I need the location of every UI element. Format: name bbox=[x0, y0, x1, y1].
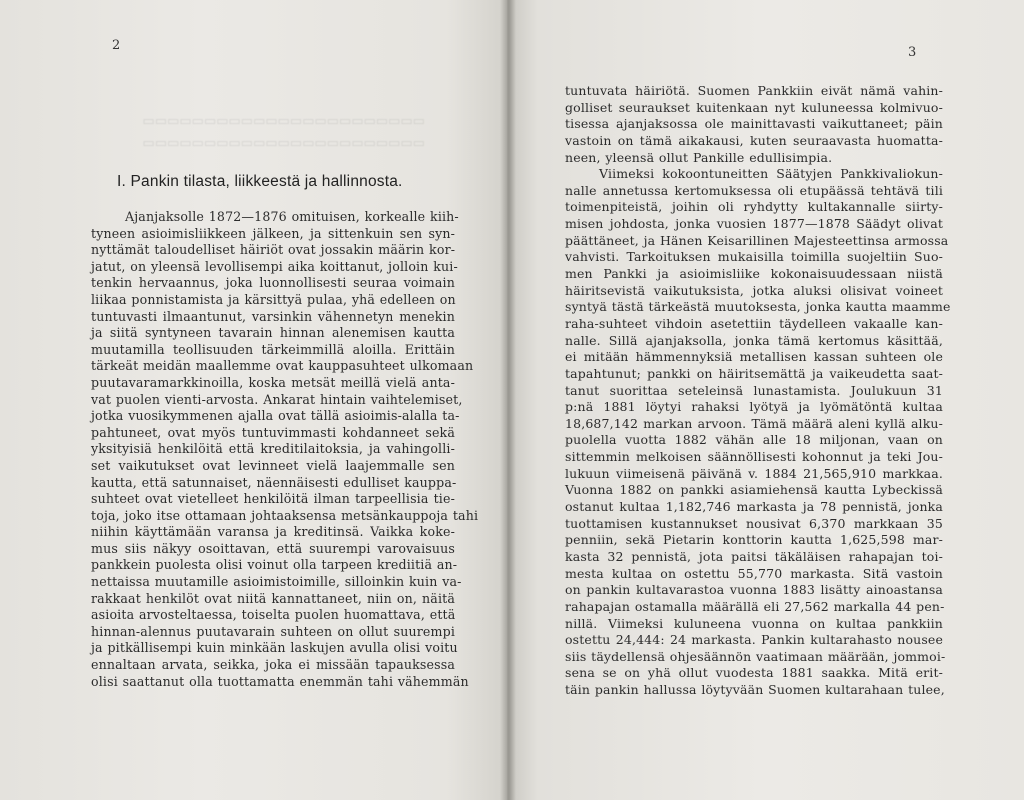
left-page bbox=[0, 0, 507, 800]
text-line: liikaa ponnistamista ja kärsittyä pulaa, yhä edelleen on bbox=[91, 291, 456, 307]
text-line: syntyä tästä tärkeästä muutoksesta, jonka kautta maamme bbox=[565, 299, 951, 315]
text-line: olisi saattanut olla tuottamatta enemmän tahi vähemmän bbox=[91, 673, 469, 689]
text-line: pahtuneet, ovat myös tuntuvimmasti kohdanneet sekä bbox=[91, 424, 455, 440]
text-line: Ajanjaksolle 1872—1876 omituisen, korkealle kiih- bbox=[125, 209, 459, 224]
text-line: nalle annetussa kertomuksessa oli etupäässä tehtävä tili bbox=[565, 182, 943, 198]
text-line: yksityisiä henkilöitä että kreditilaitoksia, ja vahingolli- bbox=[91, 441, 455, 457]
text-line: nillä. Viimeksi kuluneena vuonna on kultaa pankkiin bbox=[565, 615, 943, 631]
text-line: mesta kultaa on ostettu 55,770 markasta. Sitä vastoin bbox=[565, 565, 943, 581]
page-number: 2 bbox=[112, 38, 121, 53]
text-line: lukuun viimeisenä päivänä v. 1884 21,565,910 markkaa. bbox=[565, 465, 943, 481]
body-text bbox=[565, 83, 951, 699]
text-line: men Pankki ja asioimisliike kokonaisuudessaan niistä bbox=[565, 266, 943, 282]
text-line: ostanut kultaa 1,182,746 markasta ja 78 pennistä, jonka bbox=[565, 499, 943, 515]
text-line: toimenpiteistä, joihin oli ryhdytty kultakannalle siirty- bbox=[565, 199, 943, 215]
text-line: tenkin hervaannus, joka luonnollisesti seuraa voimain bbox=[91, 275, 455, 291]
text-line: vastoin on tämä aikakausi, kuten seuraavasta huomatta- bbox=[565, 132, 943, 148]
text-line: vat puolen vienti-arvosta. Ankarat hintain vaihtelemiset, bbox=[91, 391, 463, 407]
text-line: neen, yleensä ollut Pankille edullisimpia. bbox=[565, 149, 833, 165]
text-line: toja, joko itse ottamaan johtaaksensa metsänkauppoja tahi bbox=[91, 507, 479, 523]
text-line: ja pitkällisempi kuin minkään laskujen avulla olisi voitu bbox=[91, 640, 458, 656]
page-number: 3 bbox=[908, 45, 917, 60]
text-line: tyneen asioimisliikkeen jälkeen, ja sittenkuin sen syn- bbox=[91, 225, 455, 241]
text-line: siis täydellensä ohjesäännön vaatimaan määrään, jommoi- bbox=[565, 648, 946, 664]
right-page bbox=[507, 0, 1024, 800]
text-line: vahvisti. Tarkoituksen mukaisilla toimilla suojeltiin Suo- bbox=[565, 249, 943, 265]
text-line: ei mitään hämmennyksiä metallisen kassan suhteen ole bbox=[565, 349, 943, 365]
text-line: 18,687,142 markan arvoon. Tämä määrä aleni kyllä alku- bbox=[565, 415, 943, 431]
text-line: on pankin kultavarastoa vuonna 1883 lisätty ainoastansa bbox=[565, 582, 943, 598]
text-line: nalle. Sillä ajanjaksolla, jonka tämä kertomus käsittää, bbox=[565, 332, 943, 348]
text-line: jatut, on yleensä levollisempi aika koittanut, jolloin kui- bbox=[91, 258, 458, 274]
text-line: kasta 32 pennistä, jota paitsi täkäläisen rahapajan toi- bbox=[565, 548, 943, 564]
text-line: ennaltaan arvata, seikka, joka ei missään tapauksessa bbox=[91, 657, 455, 673]
text-line: muutamilla teollisuuden tärkeimmillä aloilla. Erittäin bbox=[91, 341, 455, 357]
text-line: tuntuvasti ilmaantunut, varsinkin vähennetyn menekin bbox=[91, 308, 455, 324]
text-line: nyttämät taloudelliset häiriöt ovat jossakin määrin kor- bbox=[91, 242, 456, 258]
text-line: täin pankin hallussa löytyvään Suomen kultarahaan tulee, bbox=[565, 682, 945, 698]
text-line: jotka vuosikymmenen ajalla ovat tällä asioimis-alalla ta- bbox=[91, 408, 460, 424]
text-line: sittemmin melkoisen säännöllisesti kohonnut ja teki Jou- bbox=[565, 449, 943, 465]
text-line: tisessa ajanjaksossa ole mainittavasti vaikuttaneet; päin bbox=[565, 116, 943, 132]
text-line: päättäneet, ja Hänen Keisarillinen Majesteettinsa armossa bbox=[565, 232, 949, 248]
chapter-heading: I. Pankin tilasta, liikkeestä ja hallinnosta. bbox=[117, 173, 403, 190]
text-line: suhteet ovat vietelleet henkilöitä ilman tarpeellisia tie- bbox=[91, 491, 455, 507]
text-line: tuottamisen kustannukset nousivat 6,370 markkaan 35 bbox=[565, 515, 943, 531]
text-line: ostettu 24,444: 24 markasta. Pankin kultarahasto nousee bbox=[565, 632, 943, 648]
text-line: sena se on yhä ollut vuodesta 1881 saakka. Mitä erit- bbox=[565, 665, 943, 681]
text-line: tapahtunut; pankki on häiritsemättä ja vaikeudetta saat- bbox=[565, 365, 943, 381]
text-line: niihin käyttämään varansa ja kreditinsä. Vaikka koke- bbox=[91, 524, 455, 540]
text-line: penniin, sekä Pietarin konttorin kautta 1,625,598 mar- bbox=[565, 532, 943, 548]
text-line: Vuonna 1882 on pankki asiamiehensä kautta Lybeckissä bbox=[565, 482, 943, 498]
text-line: tanut suorittaa seteleinsä lunastamista. Joulukuun 31 bbox=[565, 382, 943, 398]
text-line: misen johdosta, jonka vuosien 1877—1878 Säädyt olivat bbox=[565, 216, 943, 232]
text-line: puutavaramarkkinoilla, koska metsät meillä vielä anta- bbox=[91, 374, 455, 390]
text-line: hinnan-alennus puutavarain suhteen on ollut suurempi bbox=[91, 623, 455, 639]
text-line: Viimeksi kokoontuneitten Säätyjen Pankkivaliokun- bbox=[599, 166, 943, 182]
text-line: kautta, että satunnaiset, näennäisesti edulliset kauppa- bbox=[91, 474, 457, 490]
text-line: pankkein puolesta olisi voinut olla tarpeen krediitiä an- bbox=[91, 557, 458, 573]
text-line: raha-suhteet vihdoin asetettiin täydelleen vakaalle kan- bbox=[565, 315, 943, 331]
text-line: mus siis näkyy osoittavan, että suurempi varovaisuus bbox=[91, 540, 455, 556]
text-line: rakkaat henkilöt ovat niitä kannattaneet, niin on, näitä bbox=[91, 590, 455, 606]
text-line: häiritsevistä vaikutuksista, jotka aluksi olisivat voineet bbox=[565, 282, 943, 298]
text-line: tuntuvata häiriötä. Suomen Pankkiin eivät nämä vahin- bbox=[565, 83, 943, 98]
text-line: p:nä 1881 löytyi rahaksi lyötyä ja lyömätöntä kultaa bbox=[565, 399, 943, 415]
show-through-text: ▭▭▭▭▭▭▭▭▭▭▭▭▭▭▭▭▭▭▭▭▭▭▭ ▭▭▭▭▭▭▭▭▭▭▭▭▭▭▭▭▭▭▭▭▭▭▭ bbox=[142, 113, 425, 150]
text-line: puolella vuotta 1882 vähän alle 18 miljonan, vaan on bbox=[565, 432, 943, 448]
book-gutter bbox=[500, 0, 516, 800]
text-line: set vaikutukset ovat levinneet vielä laajemmalle sen bbox=[91, 457, 455, 473]
text-line: nettaissa muutamille asioimistoimille, silloinkin kuin va- bbox=[91, 574, 462, 590]
text-line: tärkeät meidän maallemme ovat kauppasuhteet ulkomaan bbox=[91, 358, 474, 374]
body-text bbox=[91, 209, 479, 690]
text-line: ja siitä syntyneen tavarain hinnan alenemisen kautta bbox=[91, 325, 455, 341]
text-line: golliset seuraukset kuitenkaan nyt kuluneessa kolmivuo- bbox=[565, 99, 943, 115]
text-line: asioita arvosteltaessa, toiselta puolen huomattava, että bbox=[91, 607, 456, 623]
text-line: rahapajan ostamalla määrällä eli 27,562 markalla 44 pen- bbox=[565, 598, 945, 614]
